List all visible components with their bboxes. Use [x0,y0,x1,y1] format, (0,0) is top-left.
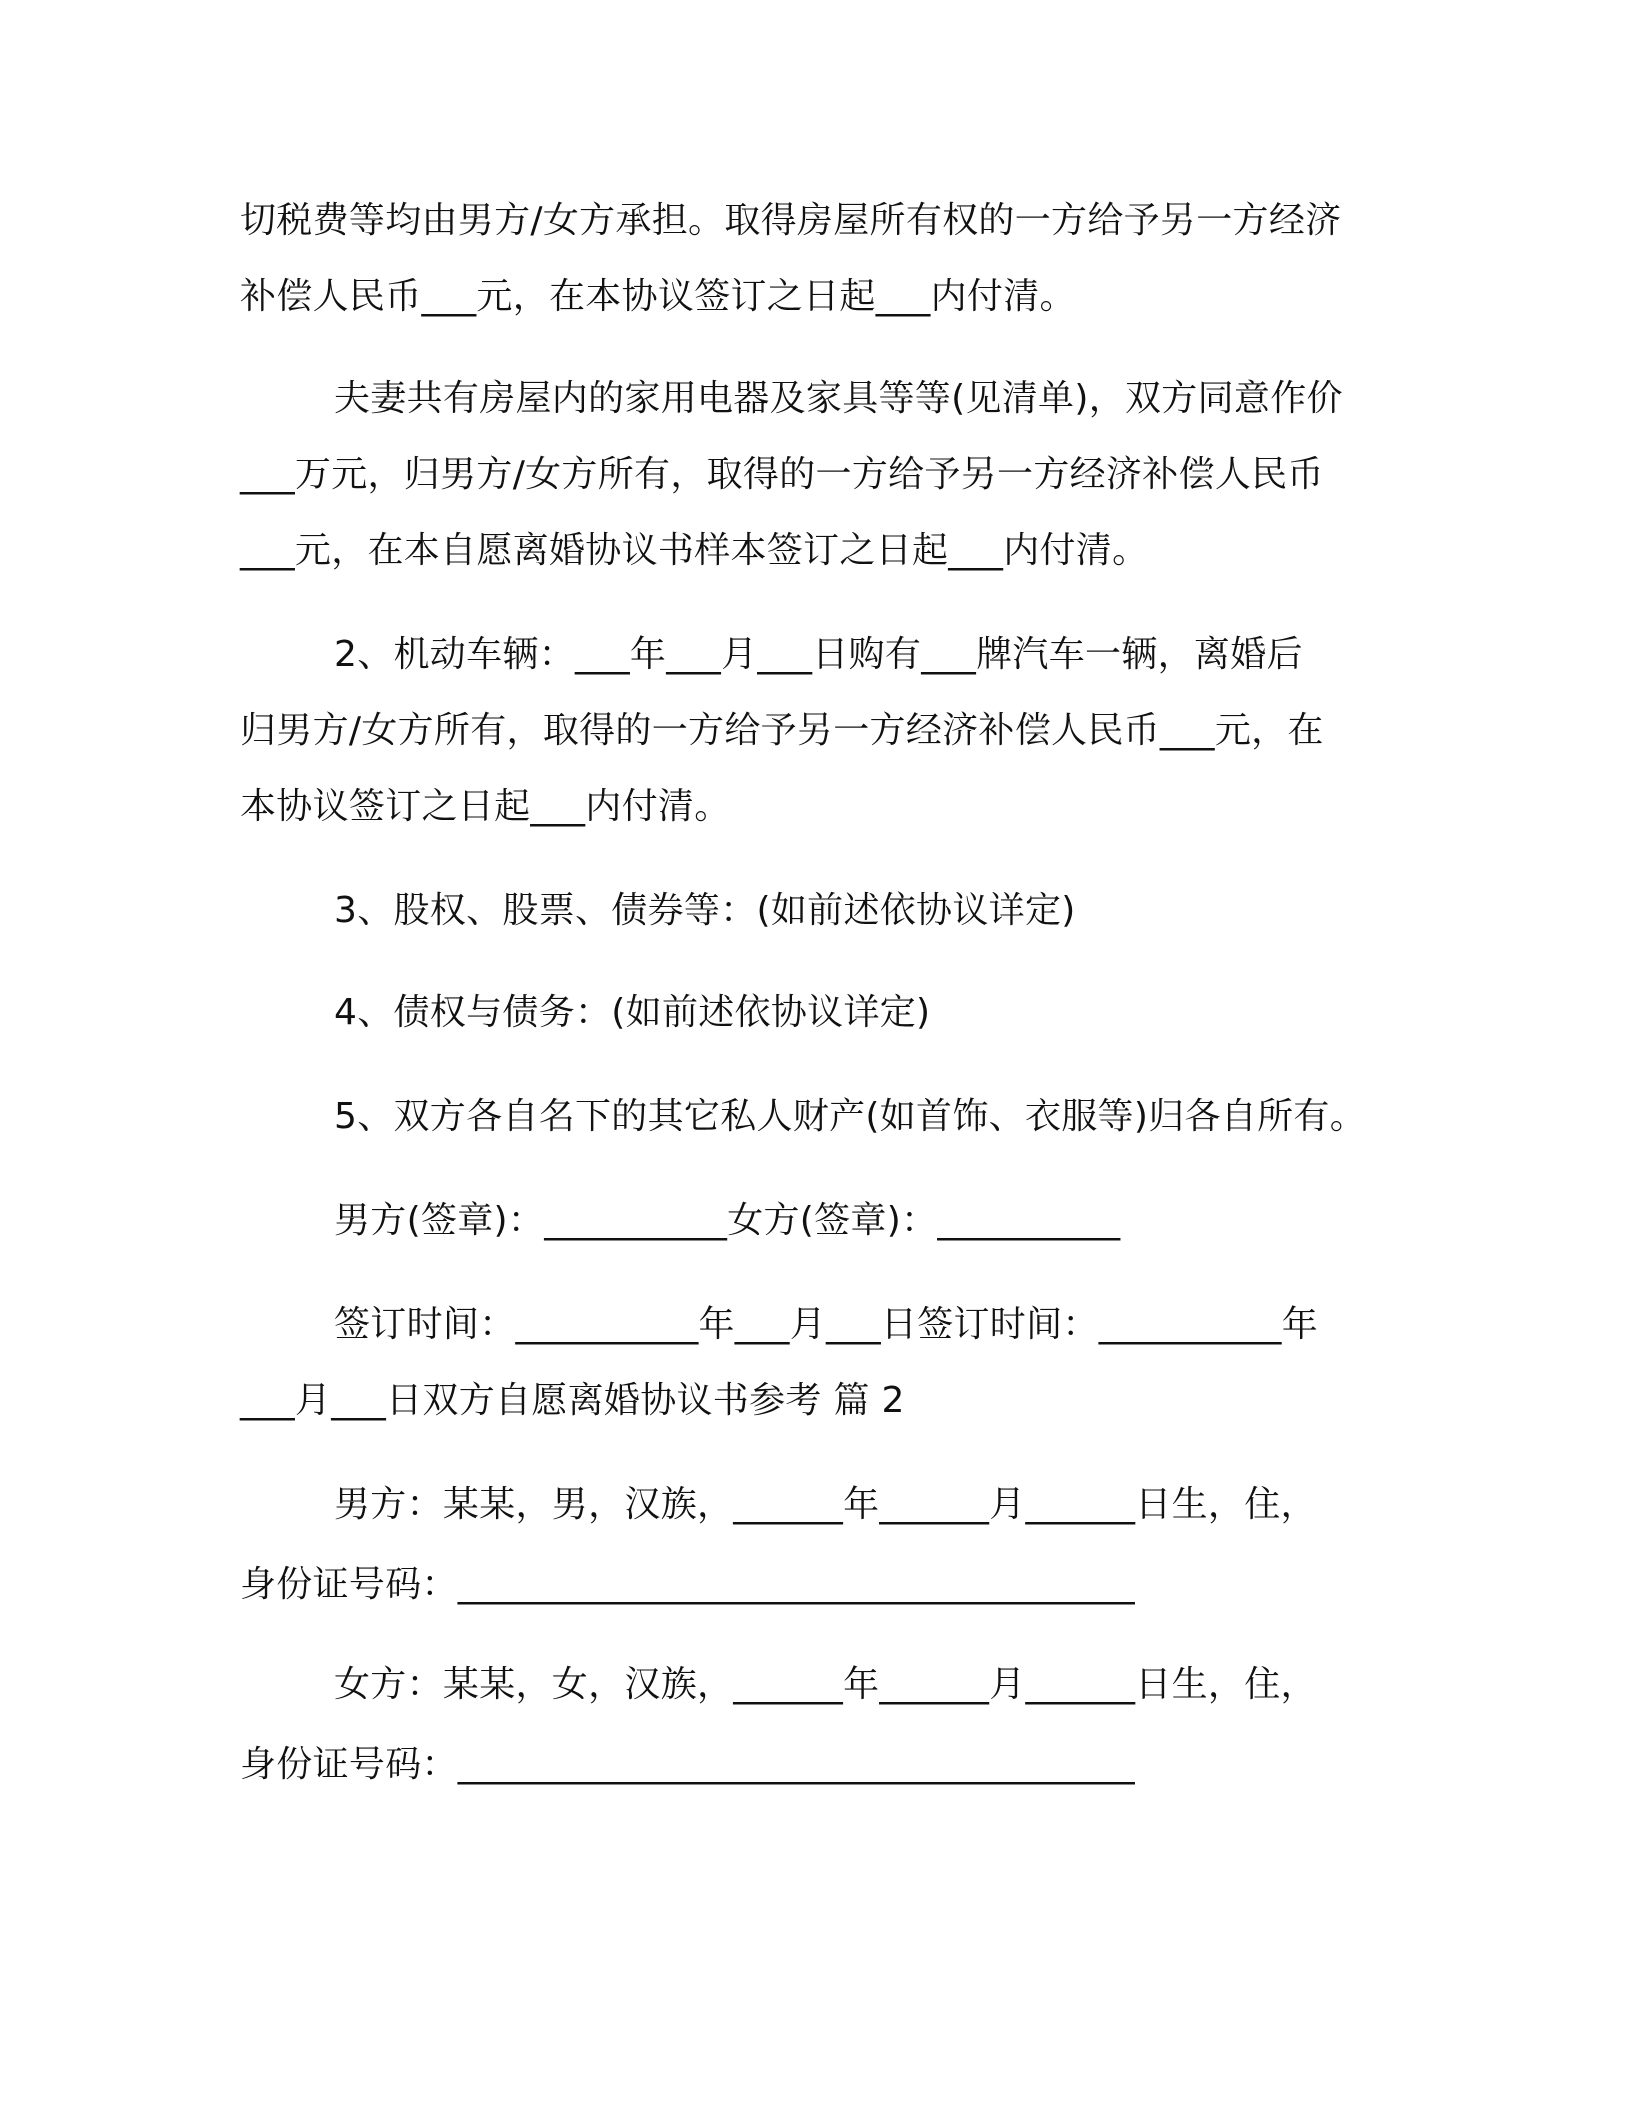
text-line: 切税费等均由男方/女方承担。取得房屋所有权的一方给予另一方经济 [240,200,1342,241]
text-line: 本协议签订之日起___内付清。 [240,786,731,827]
text-line: ___元，在本自愿离婚协议书样本签订之日起___内付清。 [240,530,1149,571]
text-line: 3、股权、股票、债券等：(如前述依协议详定) [334,890,1076,931]
party-male-line: 男方：某某，男，汉族，______年______月______日生，住， [334,1484,1317,1525]
text-line: 归男方/女方所有，取得的一方给予另一方经济补偿人民币___元，在 [240,710,1324,751]
text-line: ___万元，归男方/女方所有，取得的一方给予另一方经济补偿人民币 [240,454,1324,495]
text-line: 补偿人民币___元，在本协议签订之日起___内付清。 [240,276,1076,317]
id-number-line: 身份证号码：_____________________________________ [240,1744,1135,1785]
party-female-line: 女方：某某，女，汉族，______年______月______日生，住， [334,1664,1317,1705]
text-line: 2、机动车辆：___年___月___日购有___牌汽车一辆，离婚后 [334,634,1303,675]
text-line: 4、债权与债务：(如前述依协议详定) [334,992,931,1033]
signature-line: 男方(签章)：__________女方(签章)：__________ [334,1200,1121,1241]
text-line: 5、双方各自名下的其它私人财产(如首饰、衣服等)归各自所有。 [334,1096,1366,1137]
id-number-line: 身份证号码：_____________________________________ [240,1564,1135,1605]
text-line: 夫妻共有房屋内的家用电器及家具等等(见清单)，双方同意作价 [334,378,1343,419]
text-line: ___月___日双方自愿离婚协议书参考 篇 2 [240,1380,905,1421]
date-line: 签订时间：__________年___月___日签订时间：__________年 [334,1304,1318,1345]
